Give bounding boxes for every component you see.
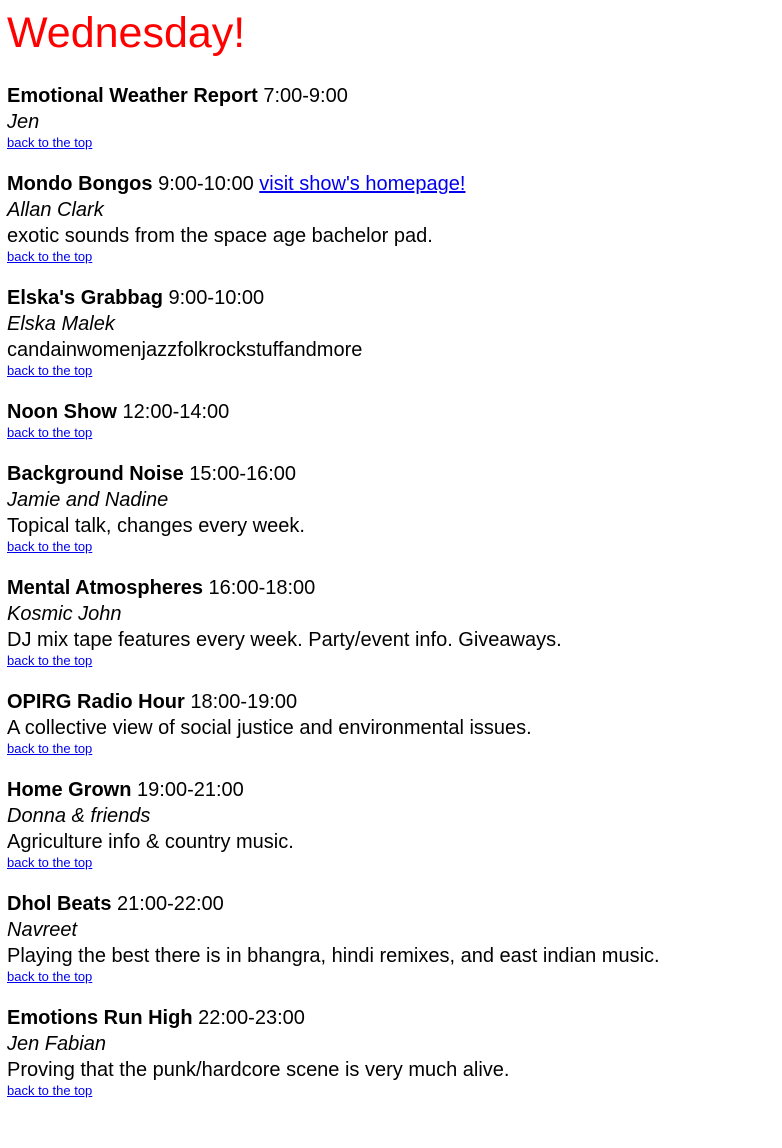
- show-host: Navreet: [7, 919, 78, 941]
- show-heading: [7, 285, 782, 311]
- show-heading: [7, 777, 782, 803]
- show-description: candainwomenjazzfolkrockstuffandmore: [7, 339, 363, 361]
- show-name: Noon Show: [7, 401, 117, 423]
- show-description: Agriculture info & country music.: [7, 831, 294, 853]
- show-name: Mental Atmospheres: [7, 577, 203, 599]
- show-host: Donna & friends: [7, 805, 151, 827]
- show-emotions-run-high: [7, 1005, 782, 1098]
- back-to-top-link[interactable]: back to the top: [7, 363, 93, 378]
- show-time: 9:00-10:00: [168, 287, 265, 309]
- show-host: Allan Clark: [7, 199, 104, 221]
- show-background-noise: [7, 461, 782, 554]
- show-description: A collective view of social justice and environmental issues.: [7, 717, 532, 739]
- back-to-top-link[interactable]: back to the top: [7, 539, 93, 554]
- show-time: 15:00-16:00: [189, 463, 297, 485]
- page-title: Wednesday!: [7, 9, 246, 57]
- show-time: 9:00-10:00: [158, 173, 254, 195]
- show-mental-atmospheres: [7, 575, 782, 668]
- show-host: Kosmic John: [7, 603, 122, 625]
- show-heading: [7, 891, 782, 917]
- show-description: DJ mix tape features every week. Party/event info. Giveaways.: [7, 629, 562, 651]
- show-heading: [7, 399, 782, 425]
- back-to-top-link[interactable]: back to the top: [7, 425, 93, 440]
- show-description: Topical talk, changes every week.: [7, 515, 305, 537]
- show-description: Playing the best there is in bhangra, hindi remixes, and east indian music.: [7, 945, 660, 967]
- show-heading: [7, 689, 782, 715]
- show-time: 22:00-23:00: [198, 1007, 305, 1029]
- show-dhol-beats: [7, 891, 782, 984]
- back-to-top-link[interactable]: back to the top: [7, 1083, 93, 1098]
- show-heading: [7, 575, 782, 601]
- show-heading: [7, 1005, 782, 1031]
- show-name: Dhol Beats: [7, 893, 112, 915]
- show-time: 16:00-18:00: [208, 577, 316, 599]
- show-emotional-weather-report: [7, 83, 782, 150]
- show-time: 19:00-21:00: [137, 779, 244, 801]
- show-mondo-bongos: [7, 171, 782, 264]
- show-elskas-grabbag: [7, 285, 782, 378]
- show-noon-show: [7, 399, 782, 440]
- back-to-top-link[interactable]: back to the top: [7, 741, 93, 756]
- show-name: Mondo Bongos: [7, 173, 153, 195]
- show-homepage-link[interactable]: visit show's homepage!: [259, 173, 466, 195]
- show-time: 12:00-14:00: [122, 401, 230, 423]
- show-heading: [7, 461, 782, 487]
- show-heading: [7, 83, 782, 109]
- show-time: 7:00-9:00: [263, 85, 348, 107]
- show-heading: [7, 171, 782, 197]
- show-name: Background Noise: [7, 463, 184, 485]
- back-to-top-link[interactable]: back to the top: [7, 135, 93, 150]
- show-host: Elska Malek: [7, 313, 115, 335]
- show-description: exotic sounds from the space age bachelor pad.: [7, 225, 433, 247]
- show-host: Jen Fabian: [7, 1033, 106, 1055]
- show-host: Jen: [7, 111, 40, 133]
- show-name: OPIRG Radio Hour: [7, 691, 185, 713]
- show-name: Emotional Weather Report: [7, 85, 258, 107]
- show-time: 21:00-22:00: [117, 893, 224, 915]
- show-time: 18:00-19:00: [190, 691, 298, 713]
- show-name: Elska's Grabbag: [7, 287, 163, 309]
- show-opirg-radio-hour: [7, 689, 782, 756]
- show-name: Home Grown: [7, 779, 132, 801]
- show-description: Proving that the punk/hardcore scene is very much alive.: [7, 1059, 510, 1081]
- back-to-top-link[interactable]: back to the top: [7, 653, 93, 668]
- show-name: Emotions Run High: [7, 1007, 193, 1029]
- show-host: Jamie and Nadine: [7, 489, 169, 511]
- back-to-top-link[interactable]: back to the top: [7, 855, 93, 870]
- back-to-top-link[interactable]: back to the top: [7, 969, 93, 984]
- show-home-grown: [7, 777, 782, 870]
- back-to-top-link[interactable]: back to the top: [7, 249, 93, 264]
